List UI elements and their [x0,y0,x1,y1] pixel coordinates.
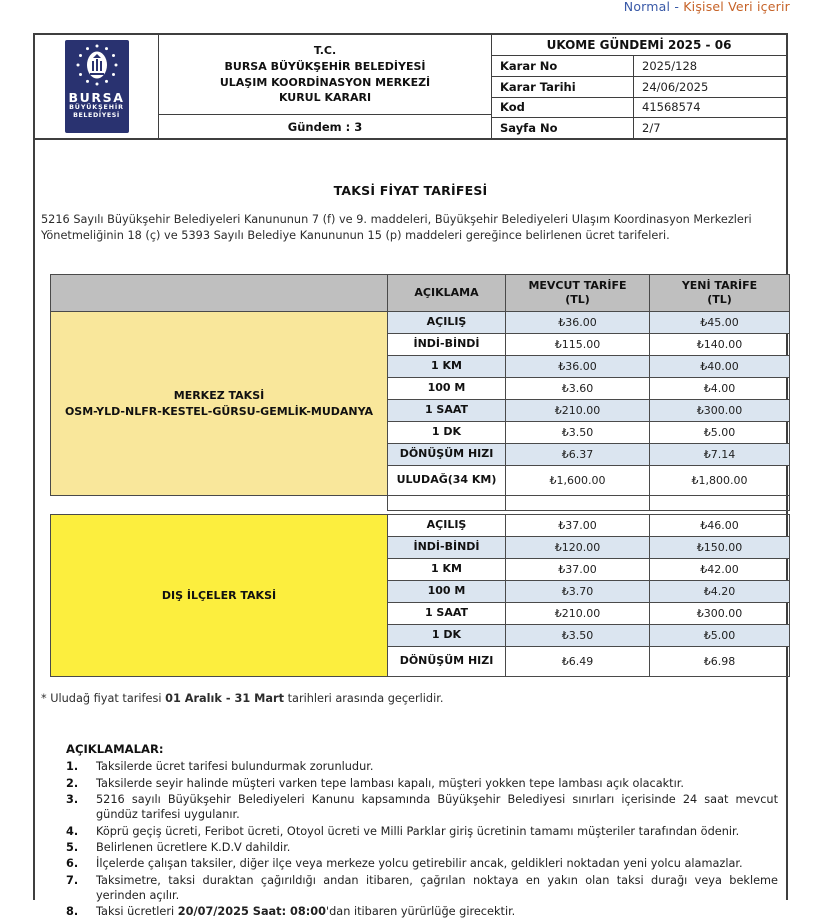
tariff-table-merkez [50,274,790,511]
item8-pre: Taksi ücretleri [96,905,178,919]
header-institution-block [159,35,491,115]
cell-label: AÇILIŞ [388,312,506,334]
cell-current: ₺3.50 [506,625,650,647]
list-item-number: 6. [66,857,79,871]
list-item [66,873,778,904]
list-item-text: Belirlenen ücretlere K.D.V dahildir. [96,840,291,854]
header-mevcut-unit: (TL) [565,293,590,307]
category-name: DIŞ İLÇELER TAKSİ [161,588,277,602]
cell-new: ₺6.98 [650,647,790,677]
intro-paragraph: 5216 Sayılı Büyükşehir Belediyeleri Kanununun 7 (f) ve 9. maddeleri, Büyükşehir Belediyeleri Ulaşım Koordinasyon Merkezleri Yönetmeliğinin 18 (ç) ve 5393 Sayılı Belediye Kanununun 15 (p) maddeleri gereğince belirlenen ücret tarifeleri. [41,213,752,242]
list-item [66,856,778,871]
meta-label: Sayfa No [492,118,634,138]
list-item [66,792,778,823]
cell-current: ₺3.60 [506,378,650,400]
cell-current: ₺36.00 [506,312,650,334]
meta-row-kod [492,98,786,119]
category-cell-merkez [51,312,388,496]
header-cell-yeni [650,275,790,312]
cell-new: ₺150.00 [650,537,790,559]
header-cell-aciklama: AÇIKLAMA [388,275,506,312]
cell-label: DÖNÜŞÜM HIZI [388,647,506,677]
logo-text-belediyesi: BELEDİYESİ [73,112,120,120]
list-item [66,840,778,855]
cell-new: ₺5.00 [650,422,790,444]
cell-current: ₺3.70 [506,581,650,603]
cell-label: 1 SAAT [388,400,506,422]
cell-current: ₺210.00 [506,400,650,422]
cell-new: ₺45.00 [650,312,790,334]
cell-new: ₺4.00 [650,378,790,400]
category-cell-dis-ilceler [51,515,388,677]
document-body [35,183,786,920]
explanations-heading: AÇIKLAMALAR: [66,742,164,757]
cell-label: 1 DK [388,422,506,444]
cell-current: ₺120.00 [506,537,650,559]
cell-label: AÇILIŞ [388,515,506,537]
header-yeni-unit: (TL) [707,293,732,307]
table-header-row [51,275,790,312]
classification-label [624,0,790,14]
list-item-text: Taksimetre, taksi duraktan çağırıldığı andan itibaren, çağrılan noktaya en yakın olan taksi durağı veya bekleme yerinden açılır. [96,873,778,903]
explanations-section [66,742,778,920]
header-kurul-line: KURUL KARARI [278,91,372,105]
list-item [66,904,778,919]
cell-label: 100 M [388,378,506,400]
cell-label: 100 M [388,581,506,603]
meta-title: UKOME GÜNDEMİ 2025 - 06 [492,35,786,56]
document-header [35,33,786,140]
list-item-number: 1. [66,760,79,774]
meta-value: 2025/128 [642,58,698,73]
list-item-number: 2. [66,776,79,790]
uludag-footnote [41,692,781,705]
cell-label: İNDİ-BİNDİ [388,334,506,356]
list-item-text: Taksilerde seyir halinde müşteri varken tepe lambası kapalı, müşteri yokken tepe lambası açık olacaktır. [96,776,684,790]
logo-text-buyuksehir: BÜYÜKŞEHİR [69,104,124,112]
classification-normal-text: Normal - [623,0,684,14]
cell-new: ₺300.00 [650,400,790,422]
cell-current: ₺36.00 [506,356,650,378]
meta-value: 41568574 [642,100,701,115]
list-item-text: Taksilerde ücret tarifesi bulundurmak zorunludur. [96,760,374,774]
header-meta-table [492,35,786,138]
bursa-municipality-logo [65,40,129,133]
header-ukome-line: ULAŞIM KOORDİNASYON MERKEZİ [219,75,431,89]
document-frame [33,33,788,919]
cell-current: ₺3.50 [506,422,650,444]
cell-new: ₺1,800.00 [650,466,790,496]
cell-new: ₺5.00 [650,625,790,647]
meta-label: Karar No [492,56,634,76]
list-item-number: 3. [66,792,79,806]
cell-current: ₺1,600.00 [506,466,650,496]
meta-label: Karar Tarihi [492,77,634,97]
meta-label: Kod [492,98,634,118]
list-item-text: İlçelerde çalışan taksiler, diğer ilçe veya merkeze yolcu getirebilir ancak, geldikleri noktadan yeni yolcu alamazlar. [96,857,743,871]
cell-new: ₺7.14 [650,444,790,466]
logo-text-bursa: BURSA [68,90,125,105]
header-cell-empty [51,275,388,312]
category-name: MERKEZ TAKSİ [173,389,265,403]
list-item-number: 4. [66,824,79,838]
cell-new: ₺40.00 [650,356,790,378]
cell-current: ₺115.00 [506,334,650,356]
meta-row-karar-tarihi [492,77,786,98]
list-item-number: 7. [66,873,79,887]
header-tc-line: T.C. [313,43,337,57]
header-yeni-line1: YENİ TARİFE [681,279,758,293]
cell-label: 1 KM [388,356,506,378]
cell-label: ULUDAĞ(34 KM) [388,466,506,496]
table-empty-row [51,496,790,511]
header-gundem: Gündem : 3 [287,119,363,134]
cell-label: 1 KM [388,559,506,581]
meta-value: 2/7 [642,121,661,136]
cell-label: 1 DK [388,625,506,647]
tariff-table-dis-ilceler [50,514,790,677]
list-item [66,824,778,839]
empty-cell [650,496,790,511]
cell-new: ₺46.00 [650,515,790,537]
bursa-emblem-icon [73,43,121,90]
cell-new: ₺140.00 [650,334,790,356]
classification-sensitive-text: Kişisel Veri içerir [683,0,790,14]
logo-cell [35,35,159,138]
cell-current: ₺37.00 [506,559,650,581]
category-subtitle: OSM-YLD-NLFR-KESTEL-GÜRSU-GEMLİK-MUDANYA [64,404,374,418]
cell-current: ₺6.49 [506,647,650,677]
list-item-text: 5216 sayılı Büyükşehir Belediyeleri Kanunu kapsamında Büyükşehir Belediyesi sınırları içerisinde 24 saat mevcut gündüz tarifesi uygulanır. [96,792,778,822]
cell-current: ₺37.00 [506,515,650,537]
table-row [51,312,790,334]
footnote-dates: 01 Aralık - 31 Mart [165,692,284,706]
header-mevcut-line1: MEVCUT TARİFE [528,279,627,293]
header-cell-mevcut [506,275,650,312]
meta-value: 24/06/2025 [642,79,709,94]
item8-effective-datetime: 20/07/2025 Saat: 08:00 [177,905,326,919]
page-title: TAKSİ FİYAT TARİFESİ [333,183,488,198]
list-item [66,759,778,774]
list-item-number: 5. [66,840,79,854]
cell-current: ₺210.00 [506,603,650,625]
empty-cell [506,496,650,511]
list-item [66,776,778,791]
list-item-text: Köprü geçiş ücreti, Feribot ücreti, Otoyol ücreti ve Milli Parklar giriş ücretinin tamamı müşteriler tarafından ödenir. [96,824,740,838]
list-item-text [96,904,778,919]
footnote-post: tarihleri arasında geçerlidir. [284,692,444,706]
table-row [51,515,790,537]
empty-cell [51,496,388,511]
item8-post: 'dan itibaren yürürlüğe girecektir. [326,905,516,919]
cell-new: ₺4.20 [650,581,790,603]
empty-cell [388,496,506,511]
header-title-cell [159,35,492,138]
cell-label: 1 SAAT [388,603,506,625]
meta-row-sayfa-no [492,118,786,138]
cell-label: İNDİ-BİNDİ [388,537,506,559]
cell-label: DÖNÜŞÜM HIZI [388,444,506,466]
cell-current: ₺6.37 [506,444,650,466]
list-item-number: 8. [66,905,79,919]
footnote-pre: * Uludağ fiyat tarifesi [41,692,166,706]
meta-row-karar-no [492,56,786,77]
header-municipality-line: BURSA BÜYÜKŞEHİR BELEDİYESİ [224,59,426,73]
cell-new: ₺300.00 [650,603,790,625]
cell-new: ₺42.00 [650,559,790,581]
